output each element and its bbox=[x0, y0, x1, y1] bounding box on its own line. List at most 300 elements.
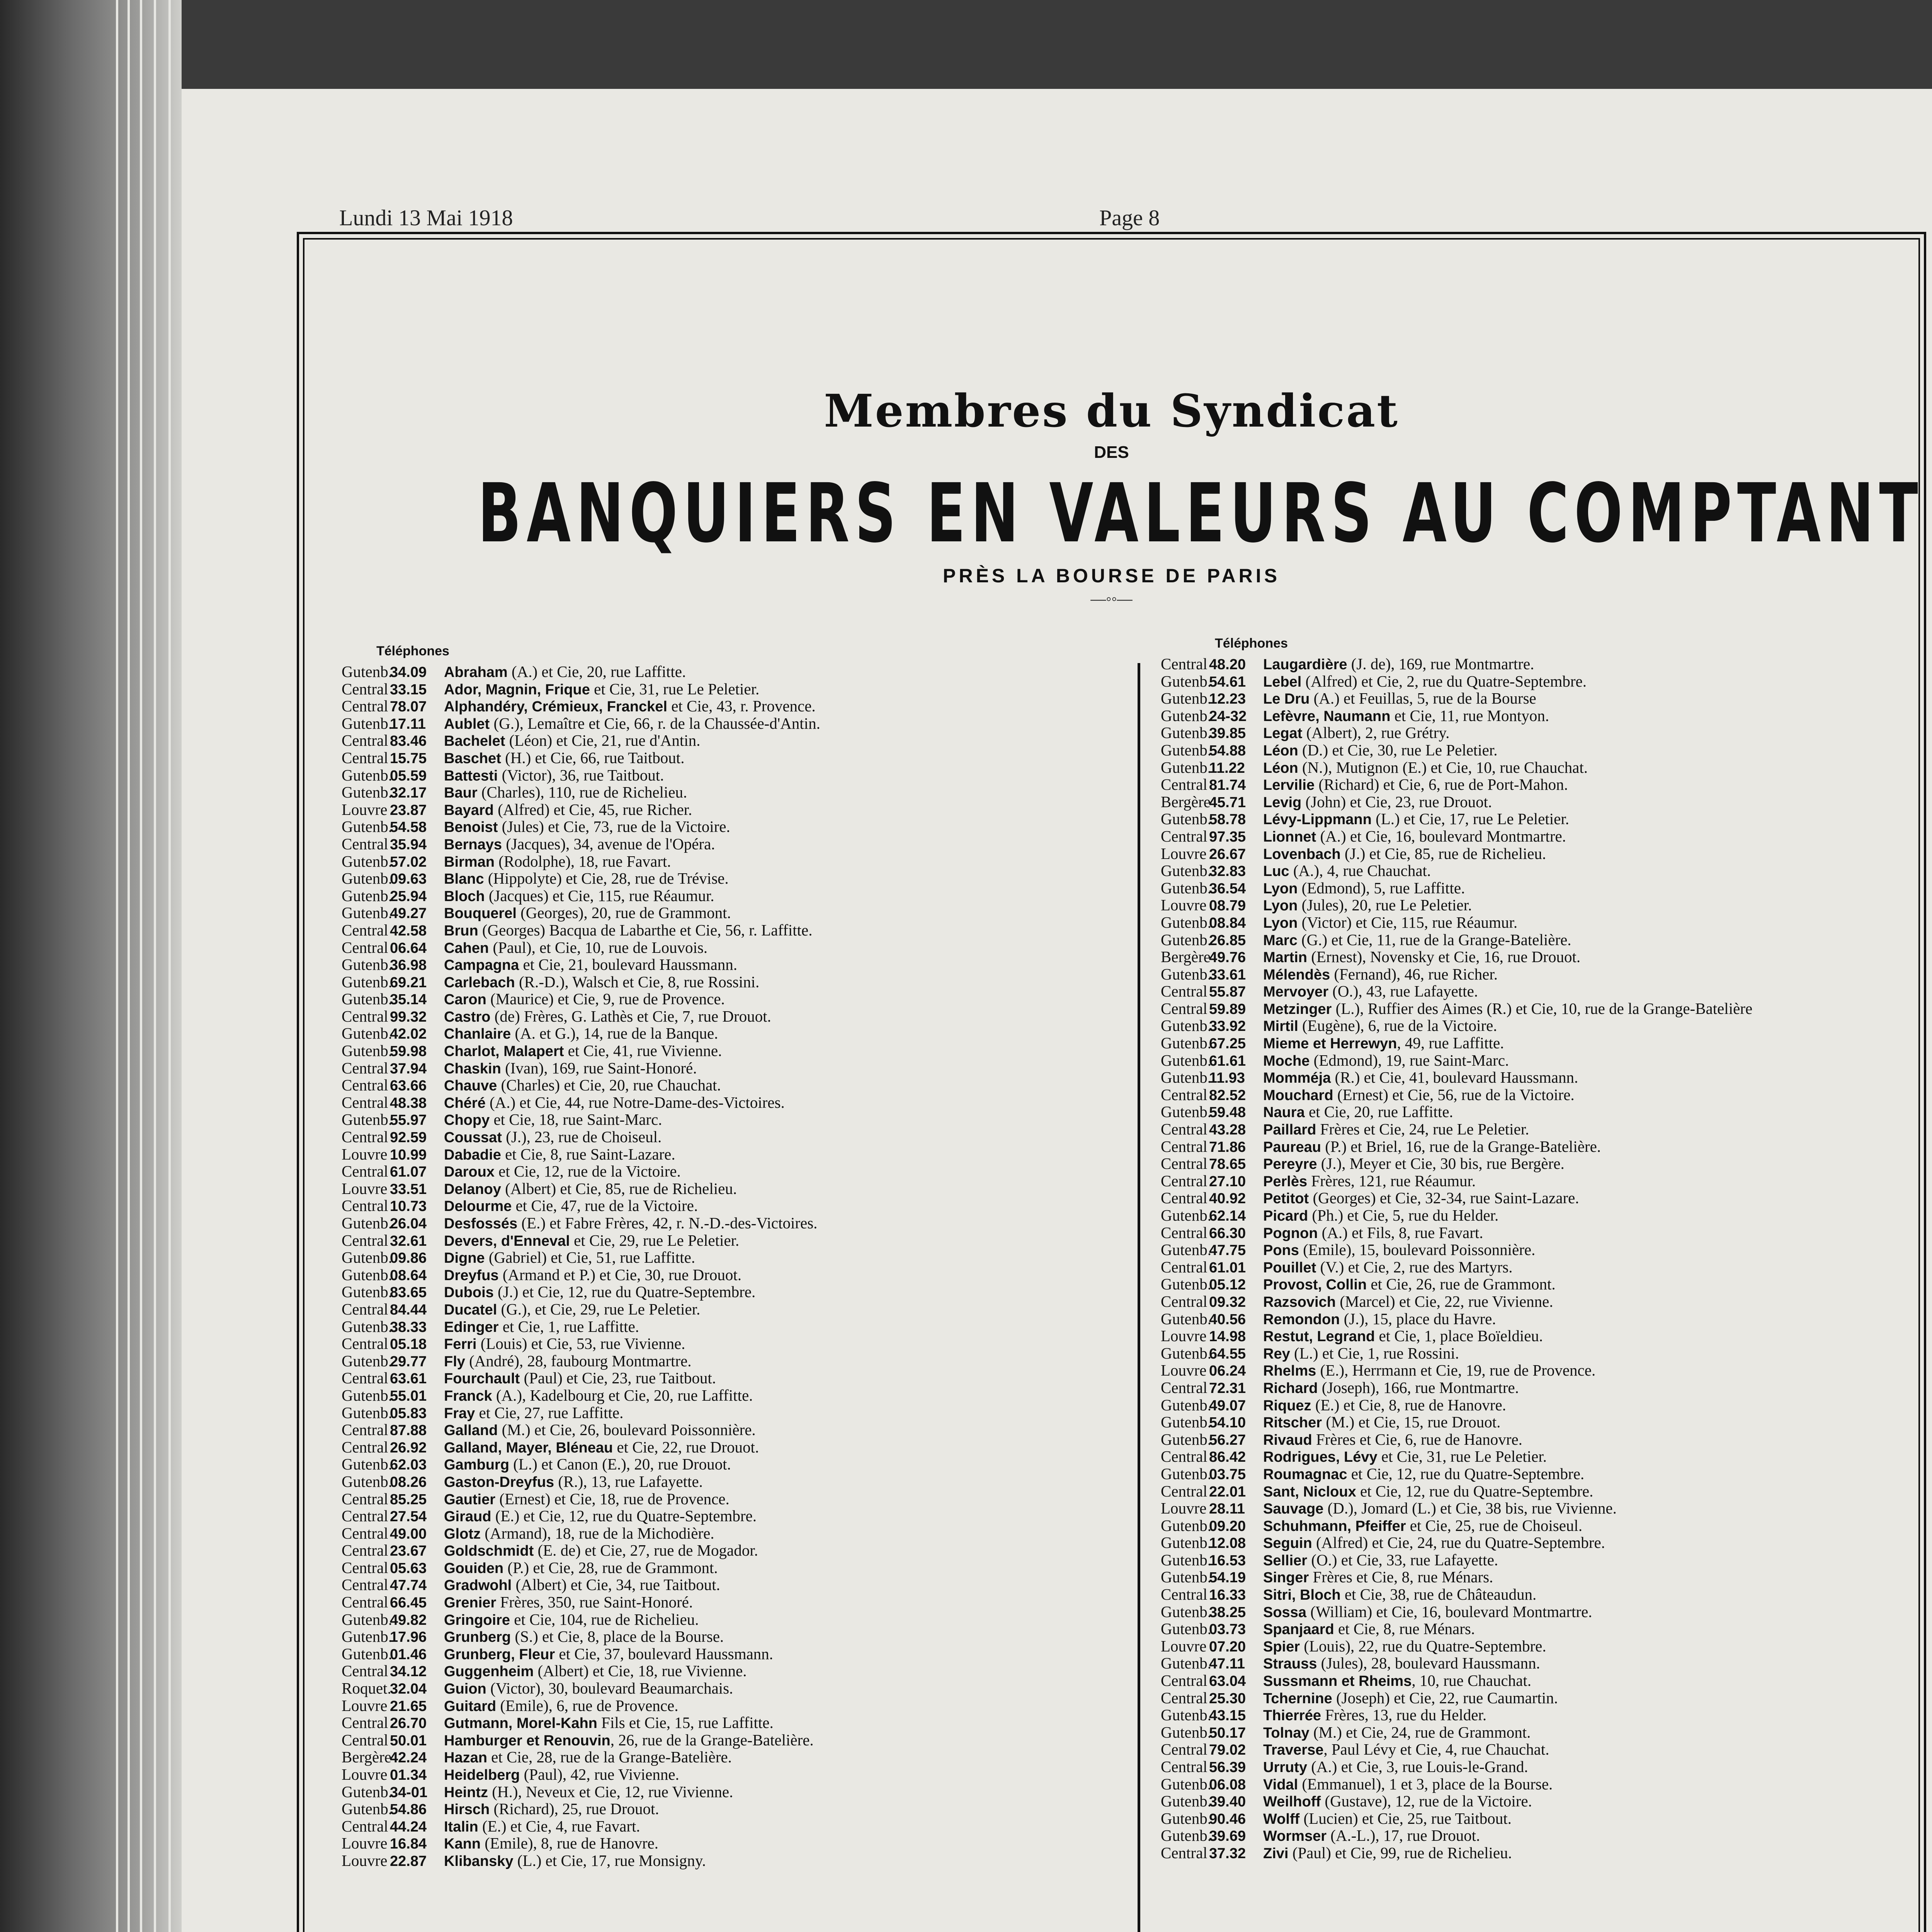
exchange: Louvre bbox=[342, 1834, 388, 1852]
member-address: (Victor) et Cie, 115, rue Réaumur. bbox=[1298, 913, 1518, 931]
member-address: (Richard), 25, rue Drouot. bbox=[490, 1800, 659, 1818]
page-number: Page 8 bbox=[1099, 205, 1160, 230]
exchange: Gutenb. bbox=[342, 1628, 392, 1646]
member-name: Mouchard bbox=[1263, 1087, 1333, 1104]
member-name: Guggenheim bbox=[444, 1663, 534, 1680]
exchange: Louvre bbox=[1161, 844, 1207, 862]
member-name: Zivi bbox=[1263, 1845, 1289, 1862]
exchange: Gutenb. bbox=[342, 1248, 392, 1267]
exchange: Central bbox=[1161, 1482, 1208, 1500]
member-row bbox=[342, 1559, 1126, 1577]
member-row bbox=[1161, 931, 1918, 949]
exchange: Central bbox=[1161, 1447, 1208, 1466]
phone-number: 35.94 bbox=[390, 836, 427, 853]
member-row bbox=[1161, 1362, 1918, 1379]
phone-number: 63.04 bbox=[1209, 1673, 1246, 1690]
member-name: Gringoire bbox=[444, 1612, 510, 1628]
phone-number: 58.78 bbox=[1209, 811, 1246, 828]
phone-number: 14.98 bbox=[1209, 1328, 1246, 1345]
member-address: (Alfred) et Cie, 24, rue du Quatre-Septembre. bbox=[1312, 1534, 1605, 1552]
member-address: (Eugène), 6, rue de la Victoire. bbox=[1298, 1017, 1497, 1035]
member-name: Chanlaire bbox=[444, 1026, 511, 1043]
member-address: (Fernand), 46, rue Richer. bbox=[1330, 965, 1498, 983]
member-row bbox=[342, 1266, 1126, 1284]
member-row bbox=[1161, 1465, 1918, 1483]
phone-number: 27.10 bbox=[1209, 1173, 1246, 1190]
exchange: Gutenb. bbox=[342, 1352, 392, 1370]
exchange: Gutenb. bbox=[342, 1782, 392, 1801]
member-name: Battesti bbox=[444, 767, 498, 784]
member-row bbox=[342, 835, 1126, 853]
phone-number: 61.61 bbox=[1209, 1053, 1246, 1069]
member-address: (Maurice) et Cie, 9, rue de Provence. bbox=[486, 990, 725, 1008]
phone-number: 38.33 bbox=[390, 1319, 427, 1335]
phone-number: 72.31 bbox=[1209, 1380, 1246, 1396]
member-row bbox=[1161, 879, 1918, 897]
exchange: Gutenb. bbox=[342, 766, 392, 784]
member-name: Thierrée bbox=[1263, 1708, 1321, 1724]
member-row bbox=[1161, 1706, 1918, 1724]
member-address: (Charles) et Cie, 20, rue Chauchat. bbox=[497, 1076, 721, 1094]
member-name: Hazan bbox=[444, 1750, 487, 1766]
member-address: (J. de), 169, rue Montmartre. bbox=[1347, 655, 1534, 673]
member-name: Lefèvre, Naumann bbox=[1263, 708, 1391, 724]
member-address: (A.) et Feuillas, 5, rue de la Bourse bbox=[1310, 689, 1536, 707]
phone-number: 15.75 bbox=[390, 750, 427, 767]
member-row bbox=[1161, 862, 1918, 879]
member-row bbox=[342, 853, 1126, 870]
member-address: (E.) et Cie, 8, rue de Hanovre. bbox=[1311, 1396, 1506, 1414]
member-address: , 49, rue Laffitte. bbox=[1397, 1034, 1504, 1052]
exchange: Gutenb. bbox=[1161, 1775, 1211, 1793]
member-name: Giraud bbox=[444, 1509, 492, 1525]
subheading: PRÈS LA BOURSE DE PARIS bbox=[943, 565, 1280, 587]
member-row bbox=[1161, 1620, 1918, 1638]
member-name: Alphandéry, Crémieux, Franckel bbox=[444, 699, 667, 715]
member-address: , 10, rue Chauchat. bbox=[1412, 1672, 1532, 1690]
exchange: Louvre bbox=[342, 1696, 388, 1714]
exchange: Gutenb. bbox=[342, 973, 392, 991]
member-row bbox=[1161, 1568, 1918, 1586]
syndicat-title: Membres du Syndicat bbox=[824, 385, 1399, 437]
exchange: Central bbox=[342, 1558, 388, 1577]
member-row bbox=[1161, 1517, 1918, 1534]
member-name: Hirsch bbox=[444, 1801, 490, 1818]
member-address: (André), 28, faubourg Montmartre. bbox=[465, 1352, 692, 1370]
member-name: Lyon bbox=[1263, 915, 1298, 931]
exchange: Bergère bbox=[342, 1748, 392, 1766]
phone-number: 33.92 bbox=[1209, 1018, 1246, 1035]
member-name: Fray bbox=[444, 1405, 475, 1422]
exchange: Central bbox=[1161, 1085, 1208, 1104]
phone-number: 87.88 bbox=[390, 1422, 427, 1439]
member-row bbox=[342, 1456, 1126, 1473]
member-name: Mieme et Herrewyn bbox=[1263, 1036, 1397, 1052]
member-name: Brun bbox=[444, 922, 478, 939]
exchange: Gutenb. bbox=[342, 1645, 392, 1663]
exchange: Central bbox=[342, 1300, 388, 1318]
exchange: Central bbox=[1161, 655, 1208, 673]
phone-number: 49.27 bbox=[390, 905, 427, 922]
member-row bbox=[342, 1335, 1126, 1352]
member-address: (Ernest) et Cie, 56, rue de la Victoire. bbox=[1333, 1085, 1575, 1104]
phone-number: 08.64 bbox=[390, 1267, 427, 1284]
member-address: Frères, 13, rue du Helder. bbox=[1321, 1706, 1487, 1724]
member-row bbox=[1161, 776, 1918, 793]
member-name: Sossa bbox=[1263, 1604, 1306, 1621]
member-address: (J.) et Cie, 85, rue de Richelieu. bbox=[1340, 844, 1546, 862]
member-name: Weilhoff bbox=[1263, 1794, 1321, 1810]
phone-number: 10.73 bbox=[390, 1198, 427, 1215]
member-row bbox=[1161, 1189, 1918, 1207]
phone-number: 25.30 bbox=[1209, 1690, 1246, 1707]
phone-number: 33.61 bbox=[1209, 966, 1246, 983]
member-row bbox=[342, 1766, 1126, 1783]
phone-number: 71.86 bbox=[1209, 1139, 1246, 1155]
member-name: Carlebach bbox=[444, 974, 515, 991]
member-name: Dabadie bbox=[444, 1146, 501, 1163]
member-address: et Cie, 20, rue Laffitte. bbox=[1304, 1103, 1453, 1121]
member-address: (E.), Herrmann et Cie, 19, rue de Provence. bbox=[1316, 1361, 1596, 1379]
phone-number: 32.04 bbox=[390, 1681, 427, 1697]
member-name: Strauss bbox=[1263, 1656, 1317, 1672]
phone-number: 54.86 bbox=[390, 1801, 427, 1818]
exchange: Gutenb. bbox=[342, 1455, 392, 1473]
member-name: Provost, Collin bbox=[1263, 1277, 1367, 1293]
phone-number: 90.46 bbox=[1209, 1811, 1246, 1827]
member-name: Benoist bbox=[444, 819, 498, 836]
phone-number: 82.52 bbox=[1209, 1087, 1246, 1104]
member-name: Chopy bbox=[444, 1112, 490, 1129]
phone-number: 67.25 bbox=[1209, 1036, 1246, 1052]
exchange: Gutenb. bbox=[342, 990, 392, 1008]
phone-number: 32.17 bbox=[390, 785, 427, 801]
member-name: Guitard bbox=[444, 1698, 497, 1714]
exchange: Gutenb. bbox=[1161, 672, 1211, 690]
phone-number: 03.73 bbox=[1209, 1621, 1246, 1638]
member-name: Castro bbox=[444, 1009, 491, 1025]
member-address: (L.), Ruffier des Aimes (R.) et Cie, 10, rue de la Grange-Batelière bbox=[1332, 999, 1753, 1017]
member-row bbox=[342, 939, 1126, 956]
exchange: Gutenb. bbox=[1161, 965, 1211, 983]
member-address: (Hippolyte) et Cie, 28, rue de Trévise. bbox=[484, 869, 729, 888]
member-name: Gaston-Dreyfus bbox=[444, 1474, 554, 1490]
member-address: et Cie, 18, rue Saint-Marc. bbox=[490, 1111, 662, 1129]
phone-number: 66.45 bbox=[390, 1595, 427, 1611]
member-row bbox=[1161, 1345, 1918, 1362]
phone-number: 06.64 bbox=[390, 940, 427, 956]
member-row bbox=[342, 1542, 1126, 1559]
exchange: Gutenb. bbox=[1161, 1413, 1211, 1431]
member-row bbox=[1161, 983, 1918, 1000]
phone-number: 16.53 bbox=[1209, 1552, 1246, 1569]
phone-number: 54.88 bbox=[1209, 742, 1246, 759]
member-row bbox=[1161, 1603, 1918, 1621]
member-row bbox=[1161, 1551, 1918, 1569]
member-address: , Paul Lévy et Cie, 4, rue Chauchat. bbox=[1323, 1740, 1549, 1759]
main-heading: BANQUIERS EN VALEURS AU COMPTANT bbox=[478, 466, 1923, 561]
exchange: Gutenb. bbox=[1161, 1206, 1211, 1224]
member-address: (Georges) Bacqua de Labarthe et Cie, 56, r. Laffitte. bbox=[478, 921, 813, 939]
member-name: Spier bbox=[1263, 1638, 1300, 1655]
member-row bbox=[342, 1611, 1126, 1628]
exchange: Gutenb. bbox=[1161, 1827, 1211, 1845]
member-address: et Cie, 12, rue du Quatre-Septembre. bbox=[1347, 1464, 1585, 1483]
exchange: Central bbox=[342, 1197, 388, 1215]
member-name: Ducatel bbox=[444, 1301, 497, 1318]
member-address: (Ph.) et Cie, 5, rue du Helder. bbox=[1308, 1206, 1499, 1224]
exchange: Central bbox=[1161, 1844, 1208, 1862]
member-row bbox=[1161, 1259, 1918, 1276]
member-row bbox=[342, 870, 1126, 887]
phone-number: 26.67 bbox=[1209, 846, 1246, 862]
member-name: Mervoyer bbox=[1263, 984, 1328, 1000]
member-name: Sitri, Bloch bbox=[1263, 1587, 1341, 1604]
exchange: Central bbox=[1161, 827, 1208, 845]
member-name: Spanjaard bbox=[1263, 1621, 1334, 1638]
member-name: Devers, d'Enneval bbox=[444, 1233, 570, 1249]
member-name: Paureau bbox=[1263, 1139, 1321, 1155]
exchange: Central bbox=[1161, 1740, 1208, 1759]
phone-number: 48.38 bbox=[390, 1095, 427, 1111]
member-row bbox=[1161, 724, 1918, 742]
member-name: Gouiden bbox=[444, 1560, 504, 1577]
member-row bbox=[342, 1662, 1126, 1680]
phone-number: 54.61 bbox=[1209, 673, 1246, 690]
member-name: Heintz bbox=[444, 1784, 488, 1801]
phone-number: 34-01 bbox=[390, 1784, 428, 1801]
exchange: Gutenb. bbox=[1161, 1723, 1211, 1741]
phone-number: 59.98 bbox=[390, 1043, 427, 1060]
exchange: Gutenb. bbox=[342, 1265, 392, 1284]
member-address: (P.) et Cie, 28, rue de Grammont. bbox=[503, 1558, 718, 1577]
member-name: Legat bbox=[1263, 725, 1303, 742]
phone-number: 34.09 bbox=[390, 664, 427, 680]
member-address: et Cie, 31, rue Le Peletier. bbox=[590, 680, 760, 698]
member-address: , 26, rue de la Grange-Batelière. bbox=[610, 1731, 814, 1749]
member-row bbox=[342, 1301, 1126, 1318]
exchange: Central bbox=[1161, 1258, 1208, 1276]
member-row bbox=[1161, 1672, 1918, 1689]
member-address: (Paul) et Cie, 99, rue de Richelieu. bbox=[1288, 1844, 1512, 1862]
member-row bbox=[342, 1783, 1126, 1801]
member-row bbox=[342, 1473, 1126, 1490]
member-name: Blanc bbox=[444, 871, 484, 888]
exchange: Central bbox=[1161, 1585, 1208, 1604]
exchange: Bergère bbox=[1161, 948, 1211, 966]
member-address: Frères et Cie, 8, rue Ménars. bbox=[1309, 1568, 1493, 1586]
member-row bbox=[342, 1748, 1126, 1766]
phone-number: 50.17 bbox=[1209, 1725, 1246, 1741]
member-name: Lovenbach bbox=[1263, 846, 1341, 862]
member-address: (G.), et Cie, 29, rue Le Peletier. bbox=[497, 1300, 701, 1318]
phone-number: 10.99 bbox=[390, 1146, 427, 1163]
member-address: (L.) et Cie, 17, rue Monsigny. bbox=[513, 1851, 706, 1869]
exchange: Central bbox=[342, 1817, 388, 1835]
phone-number: 36.54 bbox=[1209, 880, 1246, 897]
member-name: Baur bbox=[444, 785, 478, 801]
member-address: (D.), Jomard (L.) et Cie, 38 bis, rue Vivienne. bbox=[1323, 1499, 1617, 1517]
member-name: Remondon bbox=[1263, 1311, 1340, 1328]
member-address: (G.), Lemaître et Cie, 66, r. de la Chaussée-d'Antin. bbox=[490, 714, 820, 732]
member-address: et Cie, 22, rue Drouot. bbox=[613, 1438, 759, 1456]
member-row bbox=[1161, 1121, 1918, 1138]
phone-number: 11.93 bbox=[1209, 1070, 1245, 1087]
member-address: et Cie, 12, rue du Quatre-Septembre. bbox=[1356, 1482, 1594, 1500]
member-address: (John) et Cie, 23, rue Drouot. bbox=[1301, 793, 1492, 811]
member-row bbox=[342, 973, 1126, 991]
exchange: Gutenb. bbox=[342, 783, 392, 801]
exchange: Central bbox=[1161, 1672, 1208, 1690]
member-name: Abraham bbox=[444, 664, 508, 680]
member-row bbox=[1161, 914, 1918, 931]
phone-number: 33.15 bbox=[390, 681, 427, 698]
member-name: Lervilie bbox=[1263, 777, 1315, 794]
phone-number: 01.46 bbox=[390, 1646, 427, 1663]
member-name: Lévy-Lippmann bbox=[1263, 811, 1372, 828]
exchange: Central bbox=[342, 1507, 388, 1525]
member-address: (J.) et Cie, 12, rue du Quatre-Septembre. bbox=[493, 1283, 756, 1301]
member-row bbox=[1161, 1379, 1918, 1396]
phone-number: 33.51 bbox=[390, 1181, 427, 1197]
exchange: Central bbox=[342, 1128, 388, 1146]
member-name: Laugardière bbox=[1263, 656, 1347, 673]
phone-number: 47.11 bbox=[1209, 1656, 1245, 1672]
phone-number: 12.08 bbox=[1209, 1535, 1246, 1552]
member-row bbox=[342, 749, 1126, 767]
member-name: Luc bbox=[1263, 863, 1289, 880]
member-name: Pereyre bbox=[1263, 1156, 1317, 1173]
member-name: Grunberg bbox=[444, 1629, 511, 1646]
member-row bbox=[342, 1094, 1126, 1111]
member-name: Edinger bbox=[444, 1319, 499, 1335]
exchange: Louvre bbox=[342, 1179, 388, 1197]
member-name: Levig bbox=[1263, 794, 1302, 811]
member-address: (Armand), 18, rue de la Michodière. bbox=[480, 1524, 714, 1542]
member-name: Bernays bbox=[444, 836, 502, 853]
phone-number: 97.35 bbox=[1209, 828, 1246, 845]
member-address: (A.) et Cie, 20, rue Laffitte. bbox=[507, 663, 686, 680]
phone-number: 83.46 bbox=[390, 733, 427, 750]
exchange: Central bbox=[1161, 1137, 1208, 1155]
member-row bbox=[342, 1439, 1126, 1456]
member-row bbox=[342, 1490, 1126, 1508]
member-address: (Paul), et Cie, 10, rue de Louvois. bbox=[489, 938, 708, 956]
phone-number: 55.87 bbox=[1209, 984, 1246, 1000]
member-row bbox=[1161, 690, 1918, 707]
member-name: Bloch bbox=[444, 888, 485, 905]
member-name: Klibansky bbox=[444, 1853, 514, 1869]
phone-number: 40.92 bbox=[1209, 1190, 1246, 1207]
member-name: Kann bbox=[444, 1836, 481, 1852]
phone-number: 05.12 bbox=[1209, 1277, 1246, 1293]
member-name: Baschet bbox=[444, 750, 501, 767]
phone-number: 40.56 bbox=[1209, 1311, 1246, 1328]
member-row bbox=[342, 1852, 1126, 1869]
phone-number: 49.82 bbox=[390, 1612, 427, 1628]
member-row bbox=[1161, 707, 1918, 724]
exchange: Gutenb. bbox=[1161, 1551, 1211, 1569]
exchange: Gutenb. bbox=[1161, 1516, 1211, 1534]
member-name: Goldschmidt bbox=[444, 1543, 534, 1560]
member-address: (M.) et Cie, 26, boulevard Poissonnière. bbox=[498, 1421, 756, 1439]
member-name: Chaskin bbox=[444, 1060, 501, 1077]
exchange: Central bbox=[1161, 1189, 1208, 1207]
exchange: Gutenb. bbox=[342, 1024, 392, 1043]
exchange: Gutenb. bbox=[1161, 1344, 1211, 1362]
phone-number: 05.18 bbox=[390, 1336, 427, 1353]
member-row bbox=[1161, 845, 1918, 862]
member-row bbox=[1161, 1017, 1918, 1034]
member-name: Delourme bbox=[444, 1198, 512, 1215]
member-address: (D.) et Cie, 30, rue Le Peletier. bbox=[1298, 741, 1498, 759]
member-row bbox=[342, 1283, 1126, 1301]
member-name: Schuhmann, Pfeiffer bbox=[1263, 1518, 1406, 1534]
member-row bbox=[1161, 1327, 1918, 1345]
member-address: et Cie, 25, rue de Choiseul. bbox=[1406, 1516, 1583, 1534]
member-address: (Charles), 110, rue de Richelieu. bbox=[477, 783, 687, 801]
phone-number: 29.77 bbox=[390, 1353, 427, 1370]
exchange: Louvre bbox=[1161, 896, 1207, 914]
member-name: Delanoy bbox=[444, 1181, 501, 1197]
member-name: Dubois bbox=[444, 1284, 494, 1301]
exchange: Gutenb. bbox=[1161, 1396, 1211, 1414]
member-address: (Lucien) et Cie, 25, rue Taitbout. bbox=[1299, 1809, 1512, 1827]
phone-number: 12.23 bbox=[1209, 691, 1246, 707]
member-address: (E.) et Cie, 12, rue du Quatre-Septembre. bbox=[491, 1507, 757, 1525]
member-address: (J.), Meyer et Cie, 30 bis, rue Bergère. bbox=[1317, 1155, 1565, 1173]
member-row bbox=[342, 1163, 1126, 1180]
member-row bbox=[1161, 1276, 1918, 1293]
phone-number: 26.70 bbox=[390, 1715, 427, 1732]
exchange: Central bbox=[342, 835, 388, 853]
member-row bbox=[342, 1594, 1126, 1611]
member-row bbox=[1161, 742, 1918, 759]
phone-number: 49.07 bbox=[1209, 1397, 1246, 1414]
phone-number: 79.02 bbox=[1209, 1742, 1246, 1759]
member-address: (Louis) et Cie, 53, rue Vivienne. bbox=[476, 1335, 685, 1353]
member-address: (Jules), 20, rue Le Peletier. bbox=[1298, 896, 1472, 914]
phone-number: 42.24 bbox=[390, 1750, 427, 1766]
phone-number: 37.94 bbox=[390, 1060, 427, 1077]
exchange: Central bbox=[342, 1524, 388, 1542]
exchange: Gutenb. bbox=[1161, 1534, 1211, 1552]
member-name: Digne bbox=[444, 1250, 485, 1267]
telephones-label-left: Téléphones bbox=[376, 644, 449, 658]
exchange: Central bbox=[342, 1576, 388, 1594]
member-address: (G.) et Cie, 11, rue de la Grange-Batelière. bbox=[1297, 930, 1571, 949]
member-address: (Ernest), Novensky et Cie, 16, rue Drouot. bbox=[1307, 948, 1581, 966]
member-row bbox=[1161, 1741, 1918, 1758]
member-name: Martin bbox=[1263, 949, 1307, 966]
phone-number: 84.44 bbox=[390, 1301, 427, 1318]
exchange: Central bbox=[1161, 1689, 1208, 1707]
member-name: Wormser bbox=[1263, 1828, 1327, 1845]
exchange: Louvre bbox=[1161, 1327, 1207, 1345]
member-name: Picard bbox=[1263, 1208, 1308, 1224]
phone-number: 86.42 bbox=[1209, 1449, 1246, 1466]
exchange: Central bbox=[342, 1059, 388, 1077]
member-name: Pognon bbox=[1263, 1225, 1318, 1242]
exchange: Gutenb. bbox=[1161, 1017, 1211, 1035]
exchange: Gutenb. bbox=[1161, 1068, 1211, 1087]
member-row bbox=[1161, 1500, 1918, 1517]
member-address: (Joseph) et Cie, 22, rue Caumartin. bbox=[1332, 1689, 1558, 1707]
exchange: Gutenb. bbox=[1161, 1051, 1211, 1069]
exchange: Gutenb. bbox=[342, 1800, 392, 1818]
exchange: Roquet. bbox=[342, 1679, 391, 1697]
exchange: Gutenb. bbox=[1161, 810, 1211, 828]
